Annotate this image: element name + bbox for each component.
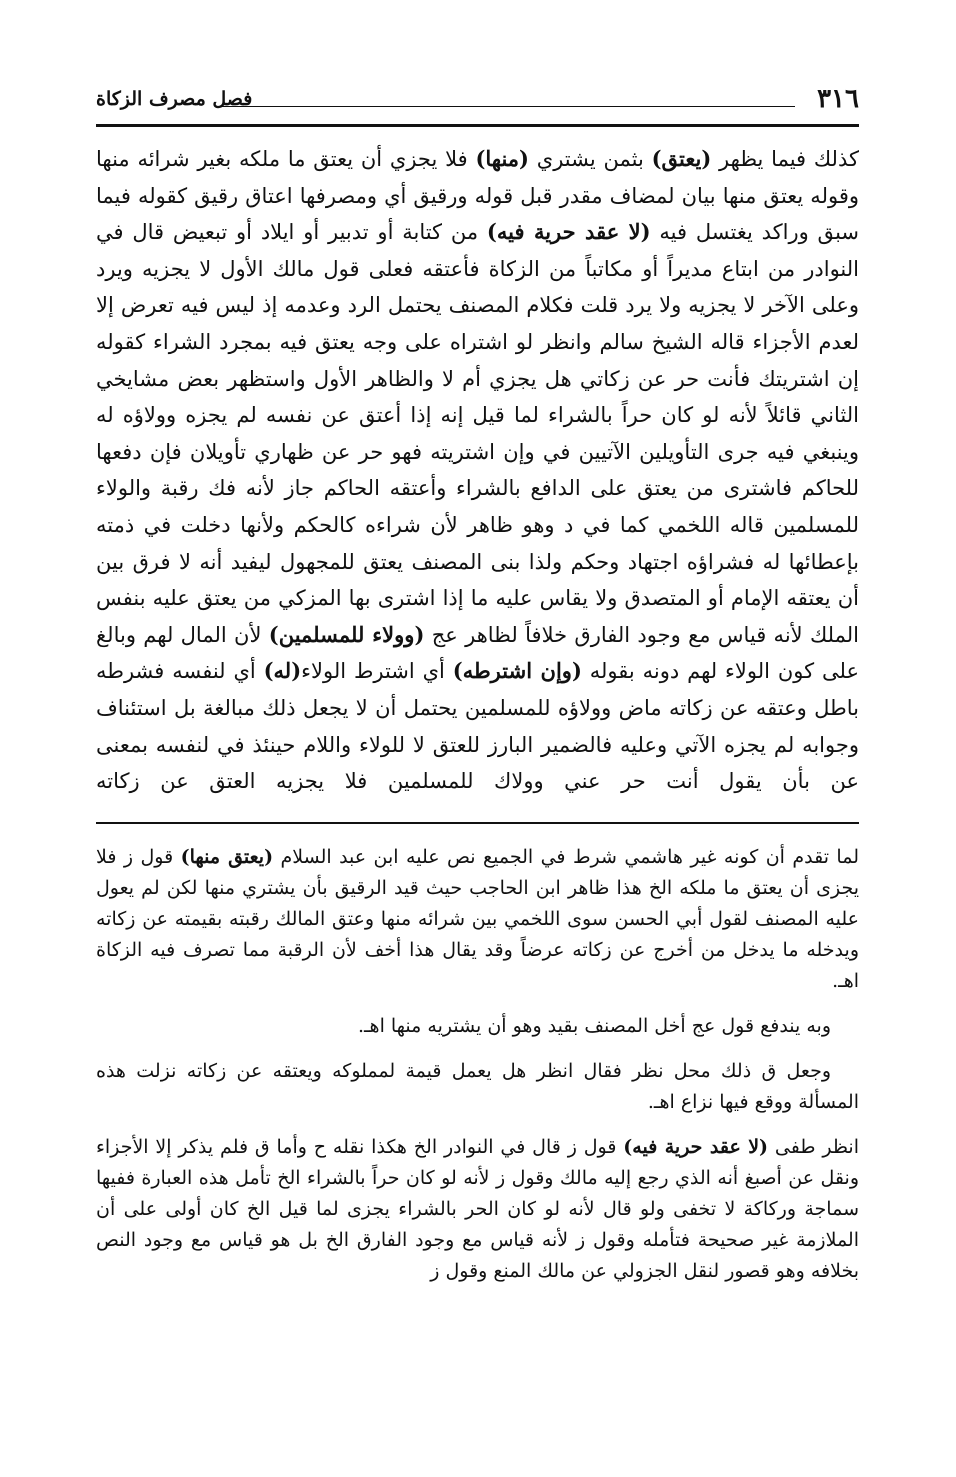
footnotes <box>96 842 859 1287</box>
bold-term: (لا عقد حرية فيه) <box>623 1135 769 1158</box>
footnote-separator <box>96 822 859 824</box>
text-run: لأن المال لهم وبالغ على كون الولاء لهم دونه بقوله <box>96 622 859 684</box>
header-line <box>216 106 795 107</box>
page-header <box>96 80 859 120</box>
bold-term: (وإن اشترطه) <box>452 658 582 684</box>
bold-term: (له) <box>263 658 302 684</box>
main-text <box>96 141 859 800</box>
bold-term: (لا عقد حرية فيه) <box>486 219 651 245</box>
text-run: أي اشترط الولاء <box>301 659 453 684</box>
bold-term: (وولاء للمسلمين) <box>268 621 425 647</box>
text-run: كذلك فيما يظهر <box>711 147 859 171</box>
text-run: قول ز فلا يجزى أن يعتق ما ملكه الخ هذا ظاهر ابن الحاجب حيث قيد الرقيق بأن يشتري منها لكن لم يعول عليه المصنف لقول أبي الحسن سوى اللخمي بين شرائه منها وعتق المالك رقبته بقيمته عن زكاته ويدخله ما يدخل من أخرج عن زكاته عرضاً وقد يقال هذا أخف لأن الرقبة مما تصرف فيه الزكاة اهـ. <box>96 845 859 992</box>
text-run: بثمن يشتري <box>529 147 652 171</box>
text-run: أي لنفسه فشرطه باطل وعتقه عن زكاته ماض وولاؤه للمسلمين يحتمل أن لا يجعل ذلك مبالغة بل استئناف وجوابه لم يجزه الآتي وعليه فالضمير البارز للعتق لا للولاء واللام حينئذ في لنفسه بمعنى عن بأن يقول أنت حر عني وولاك للمسلمين فلا يجزيه العتق عن زكاته <box>96 659 859 794</box>
text-run: فلا يجزي أن يعتق ما ملكه بغير شرائه منها وقوله يعتق منها بيان لمضاف مقدر قبل قوله ورقيق أي ومصرفها اعتاق رقيق كقوله فيما سبق وراكد يغتسل فيه <box>96 147 860 245</box>
page <box>96 80 859 1301</box>
note-paragraph: وبه يندفع قول عج أخل المصنف بقيد وهو أن يشتريه منها اهـ. <box>357 1014 831 1037</box>
note-paragraph: وجعل ق ذلك محل نظر فقال انظر هل يعمل قيمة لمملوكه ويعتقه عن زكاته نزلت هذه المسألة ووقع فيها نزاع اهـ. <box>96 1059 859 1113</box>
bold-term: (يعتق منها) <box>180 845 274 868</box>
note-paragraph <box>96 1132 859 1287</box>
bold-term: (يعتق) <box>651 146 712 171</box>
text-run: قول ز قال في النوادر الخ هكذا نقله ح وأما ق فلم يذكر إلا الأجزاء ونقل عن أصبغ أنه الذي رجع إليه مالك وقول ز لأنه لو كان حراً بالشراء الخ تأمل هذه العبارة ففيها سماجة وركاكة لا تخفى ولو قال لأنه لو كان الحر بالشراء يجزى لما قيل الخ كان أولى على أن الملازمة غير صحيحة فتأمله وقول ز لأنه قياس مع وجود الفارق الخ بل هو قياس مع وجود النص بخلافه وهو قصور لنقل الجزولي عن مالك المنع وقول ز <box>96 1135 859 1282</box>
bold-term: (منها) <box>475 146 529 171</box>
running-title: فصل مصرف الزكاة <box>96 88 253 110</box>
text-run: من كتابة أو تدبير أو ايلاد أو تبعيض قال في النوادر من ابتاع مديراً أو مكاتباً من الزكاة فأعتقه فعلى قول مالك الأول لا يجزيه ويرد وعلى الآخر لا يجزيه ولا يرد قلت فكلام المصنف يحتمل الرد وعدمه إذ ليس فيه تعرض إلا لعدم الأجزاء قاله الشيخ سالم وانظر لو اشتراه على وجه يعتق فيه بمجرد الشراء كقوله إن اشتريتك فأنت حر عن زكاتي هل يجزي أم لا والظاهر الأول واستظهر بعض مشايخي الثاني قائلاً لأنه لو كان حراً بالشراء لما قيل إنه إذا أعتق عن نفسه لم يجزه وولاؤه له وينبغي فيه جرى التأويلين الآتيين في وإن اشتريته فهو حر عن ظهاري تأويلان فإن دفعها للحاكم فاشترى من يعتق على الدافع بالشراء وأعتقه الحاكم جاز لأنه فك رقبة والولاء للمسلمين قاله اللخمي كما في د وهو ظاهر لأن شراءه كالحكم ولأنها دخلت في ذمته بإعطائها له فشراؤه اجتهاد وحكم ولذا بنى المصنف يعتق للمجهول ليفيد أنه لا فرق بين أن يعتقه الإمام أو المتصدق ولا يقاس عليه ما إذا اشترى بها المزكي من يعتق عليه بنفس الملك لأنه قياس مع وجود الفارق خلافاً لظاهر عج <box>96 220 859 647</box>
page-number: ٣١٦ <box>817 84 859 114</box>
text-run: انظر طفى <box>768 1135 859 1158</box>
note-paragraph <box>96 842 859 997</box>
main-paragraph <box>96 141 859 800</box>
text-run: لما تقدم أن كونه غير هاشمي شرط في الجميع نص عليه ابن عبد السلام <box>273 845 859 868</box>
header-rule <box>96 124 859 127</box>
